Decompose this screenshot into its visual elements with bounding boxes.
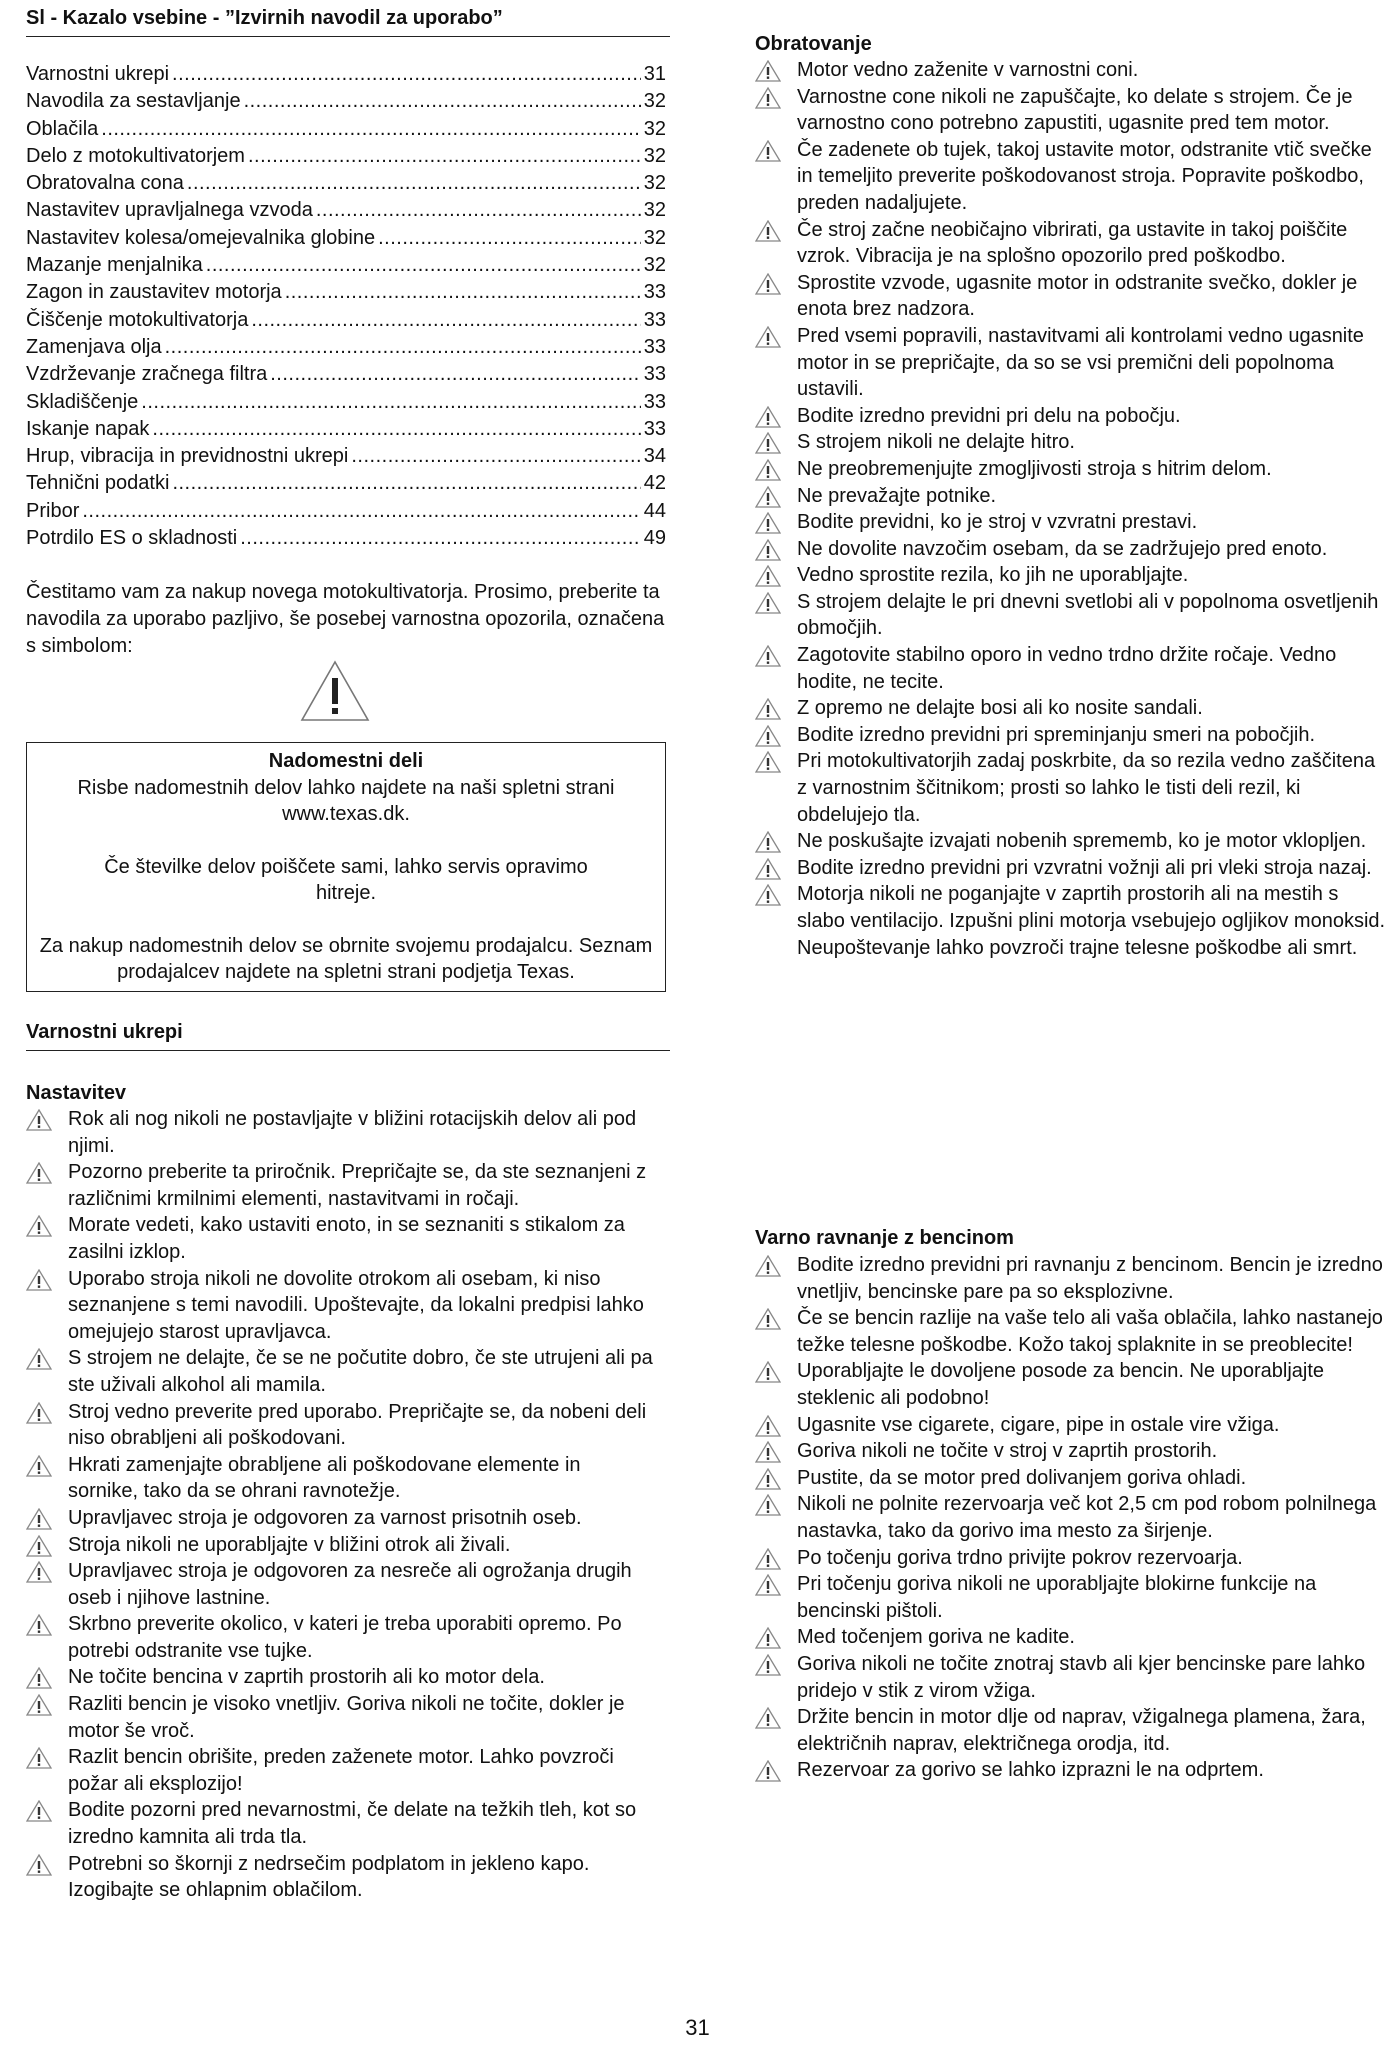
toc-entry	[26, 416, 666, 443]
toc-entry-title: Oblačila	[26, 117, 99, 140]
warning-text: Upravljavec stroja je odgovoren za nesreče ali ogrožanja drugih oseb i njihove lastnine.	[68, 1560, 632, 1609]
toc-entry	[26, 252, 666, 279]
toc-leader-dots	[270, 361, 641, 388]
toc-leader-dots	[316, 197, 641, 224]
warning-icon	[755, 1654, 783, 1676]
warning-item	[755, 1624, 1387, 1651]
toc-entry-title: Iskanje napak	[26, 417, 150, 440]
operation-list	[755, 57, 1387, 961]
toc-entry	[26, 143, 666, 170]
warning-text: Stroj vedno preverite pred uporabo. Prepričajte se, da nobeni deli niso obrabljeni ali poškodovani.	[68, 1400, 647, 1450]
warning-icon	[755, 698, 783, 720]
toc-leader-dots	[251, 307, 640, 334]
warning-icon	[755, 1361, 783, 1383]
warning-item	[755, 1465, 1387, 1492]
toc-entry-title: Nastavitev kolesa/omejevalnika globine	[26, 226, 376, 249]
toc-leader-dots	[285, 279, 641, 306]
warning-text: Z opremo ne delajte bosi ali ko nosite sandali.	[797, 697, 1203, 720]
toc-entry	[26, 61, 666, 88]
toc-entry-title: Navodila za sestavljanje	[26, 90, 241, 113]
toc-entry	[26, 307, 666, 334]
toc-leader-dots	[101, 116, 640, 143]
warning-item	[755, 1704, 1387, 1757]
toc-entry-title: Varnostni ukrepi	[26, 63, 170, 85]
warning-icon	[26, 1561, 54, 1583]
toc-entry-page: 33	[643, 363, 666, 386]
warning-icon	[755, 831, 783, 853]
warning-text: Morate vedeti, kako ustaviti enoto, in se seznaniti s stikalom za zasilni izklop.	[68, 1214, 625, 1263]
warning-icon	[26, 1508, 54, 1530]
warning-item	[755, 1651, 1387, 1704]
warning-item	[755, 270, 1387, 323]
warning-item	[26, 1851, 654, 1904]
warning-icon	[755, 60, 783, 82]
warning-text: Če stroj začne neobičajno vibrirati, ga ustavite in takoj poiščite vzrok. Vibracija je na splošno opozorilo pred poškodbo.	[797, 218, 1348, 268]
spare-parts-title: Nadomestni deli	[268, 750, 424, 772]
toc-entry	[26, 170, 666, 197]
warning-icon	[755, 1627, 783, 1649]
toc-entry-page: 34	[643, 445, 666, 468]
warning-text: Ne preobremenjujte zmogljivosti stroja s hitrim delom.	[797, 457, 1272, 480]
safety-heading: Varnostni ukrepi	[26, 1020, 670, 1051]
toc-entry	[26, 361, 666, 388]
warning-text: Rok ali nog nikoli ne postavljajte v bližini rotacijskih delov ali pod njimi.	[68, 1108, 637, 1157]
warning-icon	[26, 1800, 54, 1822]
toc-entry-page: 49	[643, 527, 666, 550]
warning-text: Uporabljajte le dovoljene posode za bencin. Ne uporabljajte steklenic ali podobno!	[797, 1360, 1325, 1409]
toc-entry	[26, 88, 666, 115]
warning-item	[26, 1505, 654, 1532]
warning-item	[26, 1611, 654, 1664]
warning-icon	[755, 645, 783, 667]
warning-item	[755, 1438, 1387, 1465]
toc-leader-dots	[378, 225, 641, 252]
warning-item	[26, 1691, 654, 1744]
warning-text: Stroja nikoli ne uporabljajte v bližini otrok ali živali.	[68, 1533, 511, 1556]
warning-icon	[26, 1109, 54, 1131]
warning-icon	[755, 751, 783, 773]
toc-entry-page: 32	[643, 172, 666, 195]
warning-icon	[300, 660, 370, 722]
warning-item	[755, 509, 1387, 536]
warning-text: Bodite izredno previdni pri delu na pobočju.	[797, 404, 1181, 427]
warning-text: Skrbno preverite okolico, v kateri je treba uporabiti opremo. Po potrebi odstranite vse tujke.	[68, 1613, 622, 1662]
table-of-contents	[26, 61, 666, 552]
warning-item	[26, 1452, 654, 1505]
toc-entry-page: 33	[643, 308, 666, 331]
warning-item	[26, 1664, 654, 1691]
warning-text: Uporabo stroja nikoli ne dovolite otrokom ali osebam, ki niso seznanjene s temi navodili. Upoštevajte, da lokalni predpisi lahko omejujejo starost upravljavca.	[68, 1267, 644, 1343]
warning-icon	[755, 1707, 783, 1729]
warning-icon	[755, 1574, 783, 1596]
warning-text: Rezervoar za gorivo se lahko izprazni le na odprtem.	[797, 1759, 1264, 1782]
warning-item	[755, 695, 1387, 722]
warning-text: Zagotovite stabilno oporo in vedno trdno držite ročaje. Vedno hodite, ne tecite.	[797, 644, 1337, 693]
warning-icon	[755, 565, 783, 587]
toc-entry-page: 32	[643, 90, 666, 113]
warning-text: Pred vsemi popravili, nastavitvami ali kontrolami vedno ugasnite motor in se prepričajte, da so se vsi premični deli popolnoma ustavili.	[797, 324, 1364, 401]
document-title: Sl - Kazalo vsebine - ”Izvirnih navodil za uporabo”	[26, 6, 670, 37]
toc-entry	[26, 443, 666, 470]
warning-item	[26, 1744, 654, 1797]
warning-item	[26, 1159, 654, 1212]
warning-item	[26, 1532, 654, 1559]
warning-text: Motor vedno zaženite v varnostni coni.	[797, 59, 1139, 81]
warning-item	[26, 1212, 654, 1265]
warning-item	[755, 84, 1387, 137]
toc-entry-page: 33	[643, 335, 666, 358]
warning-text: Pustite, da se motor pred dolivanjem goriva ohladi.	[797, 1466, 1247, 1489]
toc-entry-title: Zamenjava olja	[26, 335, 162, 358]
warning-icon	[26, 1348, 54, 1370]
warning-text: Če zadenete ob tujek, takoj ustavite motor, odstranite vtič svečke in temeljito preverite poškodovanost stroja. Popravite poškodbo, preden nadaljujete.	[797, 138, 1372, 214]
warning-icon	[26, 1854, 54, 1876]
warning-text: Sprostite vzvode, ugasnite motor in odstranite svečko, dokler je enota brez nadzora.	[797, 271, 1358, 321]
warning-text: Motorja nikoli ne poganjajte v zaprtih prostorih ali na mestih s slabo ventilacijo. Izpušni plini motorja vsebujejo ogljikov monoksid. Neupoštevanje lahko povzroči trajne telesne poškodbe ali smrt.	[797, 883, 1386, 959]
spare-parts-text-1: Risbe nadomestnih delov lahko najdete na naši spletni strani www.texas.dk.	[77, 776, 615, 825]
toc-entry-title: Mazanje menjalnika	[26, 254, 203, 277]
warning-text: Bodite izredno previdni pri vzvratni vožnji ali pri vleki stroja nazaj.	[797, 856, 1372, 879]
warning-text: Držite bencin in motor dlje od naprav, vžigalnega plamena, žara, električnih naprav, električnega orodja, itd.	[797, 1706, 1366, 1755]
warning-item	[26, 1797, 654, 1850]
intro-text: Čestitamo vam za nakup novega motokultivatorja. Prosimo, preberite ta navodila za uporabo pazljivo, še posebej varnostna opozorila, označena s simbolom:	[26, 581, 665, 657]
warning-icon	[26, 1667, 54, 1689]
toc-entry	[26, 279, 666, 306]
toc-leader-dots	[248, 143, 641, 170]
toc-leader-dots	[172, 470, 640, 497]
warning-icon	[755, 725, 783, 747]
warning-text: Bodite previdni, ko je stroj v vzvratni prestavi.	[797, 511, 1198, 534]
warning-icon	[755, 326, 783, 348]
warning-icon	[755, 220, 783, 242]
toc-entry-title: Čiščenje motokultivatorja	[26, 308, 249, 331]
warning-text: Po točenju goriva trdno privijte pokrov rezervoarja.	[797, 1546, 1243, 1569]
warning-text: Bodite izredno previdni pri ravnanju z bencinom. Bencin je izredno vnetljiv, bencinske pare pa so eksplozivne.	[797, 1254, 1383, 1303]
toc-leader-dots	[187, 170, 641, 197]
warning-item	[26, 1106, 654, 1159]
warning-text: Če se bencin razlije na vaše telo ali vaša oblačila, lahko nastanejo težke telesne poškodbe. Kožo takoj splaknite in se preoblecite!	[797, 1307, 1383, 1356]
warning-icon	[755, 87, 783, 109]
toc-leader-dots	[165, 334, 641, 361]
warning-item	[755, 323, 1387, 403]
warning-item	[755, 828, 1387, 855]
warning-text: Ne dovolite navzočim osebam, da se zadržujejo pred enoto.	[797, 537, 1328, 560]
warning-item	[755, 855, 1387, 882]
warning-text: Bodite pozorni pred nevarnostmi, če delate na težkih tleh, kot so izredno kamnita ali trda tla.	[68, 1799, 637, 1849]
toc-entry	[26, 225, 666, 252]
warning-icon	[755, 1468, 783, 1490]
warning-icon	[26, 1535, 54, 1557]
toc-entry	[26, 334, 666, 361]
warning-item	[755, 1571, 1387, 1624]
warning-text: Goriva nikoli ne točite znotraj stavb ali kjer bencinske pare lahko pridejo v stik z virom vžiga.	[797, 1652, 1366, 1702]
warning-item	[755, 1412, 1387, 1439]
warning-item	[755, 1305, 1387, 1358]
warning-icon	[26, 1455, 54, 1477]
warning-icon	[26, 1614, 54, 1636]
toc-leader-dots	[240, 525, 641, 552]
toc-leader-dots	[206, 252, 641, 279]
toc-entry-page: 32	[643, 117, 666, 140]
warning-item	[755, 1545, 1387, 1572]
toc-entry-title: Zagon in zaustavitev motorja	[26, 281, 282, 304]
warning-text: Med točenjem goriva ne kadite.	[797, 1626, 1075, 1649]
warning-icon	[755, 273, 783, 295]
page-number: 31	[685, 2015, 710, 2040]
warning-icon	[755, 1760, 783, 1782]
warning-text: Ne poskušajte izvajati nobenih sprememb, ko je motor vklopljen.	[797, 830, 1367, 853]
warning-icon	[755, 432, 783, 454]
warning-item	[755, 1491, 1387, 1544]
warning-icon	[26, 1402, 54, 1424]
warning-item	[26, 1558, 654, 1611]
toc-entry-title: Hrup, vibracija in previdnostni ukrepi	[26, 445, 349, 468]
warning-icon	[755, 512, 783, 534]
warning-item	[26, 1345, 654, 1398]
warning-item	[26, 1266, 654, 1346]
toc-entry-title: Obratovalna cona	[26, 172, 184, 195]
toc-entry-title: Vzdrževanje zračnega filtra	[26, 363, 268, 386]
toc-leader-dots	[244, 88, 641, 115]
warning-text: Nikoli ne polnite rezervoarja več kot 2,5 cm pod robom polnilnega nastavka, tako da gorivo ima mesto za širjenje.	[797, 1493, 1377, 1542]
warning-text: Pri motokultivatorjih zadaj poskrbite, da so rezila vedno zaščitena z varnostnim ščitnikom; prosti so lahko le tisti deli rezil, ki obdelujejo tla.	[797, 750, 1376, 826]
toc-entry-title: Pribor	[26, 499, 80, 522]
warning-item	[755, 483, 1387, 510]
toc-entry	[26, 389, 666, 416]
warning-item	[755, 137, 1387, 217]
spare-parts-text-3: Za nakup nadomestnih delov se obrnite svojemu prodajalcu. Seznam prodajalcev najdete na spletni strani podjetja Texas.	[39, 934, 653, 983]
warning-item	[755, 57, 1387, 84]
toc-entry-title: Delo z motokultivatorjem	[26, 144, 245, 167]
warning-text: S strojem ne delajte, če se ne počutite dobro, če ste utrujeni ali pa ste uživali alkohol ali mamila.	[68, 1347, 653, 1396]
warning-icon	[755, 1548, 783, 1570]
spare-parts-text-2: Če številke delov poiščete sami, lahko servis opravimo hitreje.	[104, 855, 588, 904]
toc-entry-page: 33	[643, 417, 666, 440]
warning-icon	[755, 486, 783, 508]
toc-entry-page: 32	[643, 254, 666, 277]
toc-entry-page: 33	[643, 390, 666, 413]
warning-icon	[755, 592, 783, 614]
toc-entry	[26, 470, 666, 497]
warning-icon	[755, 1308, 783, 1330]
toc-leader-dots	[82, 498, 640, 525]
warning-text: Ne točite bencina v zaprtih prostorih ali ko motor dela.	[68, 1666, 545, 1689]
warning-icon	[26, 1269, 54, 1291]
warning-text: Razlit bencin obrišite, preden zaženete motor. Lahko povzroči požar ali eksplozijo!	[68, 1746, 614, 1795]
warning-item	[755, 429, 1387, 456]
toc-leader-dots	[152, 416, 640, 443]
toc-entry-title: Tehnični podatki	[26, 472, 170, 495]
warning-item	[755, 456, 1387, 483]
operation-heading: Obratovanje	[755, 33, 872, 55]
warning-icon	[755, 1441, 783, 1463]
warning-item	[755, 1757, 1387, 1784]
toc-entry-title: Potrdilo ES o skladnosti	[26, 527, 238, 550]
warning-item	[755, 403, 1387, 430]
toc-leader-dots	[351, 443, 640, 470]
warning-text: Upravljavec stroja je odgovoren za varnost prisotnih oseb.	[68, 1506, 582, 1529]
warning-text: Goriva nikoli ne točite v stroj v zaprtih prostorih.	[797, 1440, 1218, 1463]
warning-icon	[755, 459, 783, 481]
warning-text: Potrebni so škornji z nedrsečim podplatom in jekleno kapo. Izogibajte se ohlapnim oblačilom.	[68, 1852, 590, 1902]
warning-icon	[755, 858, 783, 880]
toc-entry	[26, 525, 666, 552]
warning-item	[755, 748, 1387, 828]
toc-entry-title: Nastavitev upravljalnega vzvoda	[26, 199, 313, 222]
warning-icon	[755, 539, 783, 561]
warning-text: S strojem nikoli ne delajte hitro.	[797, 431, 1075, 454]
toc-entry-page: 33	[643, 281, 666, 304]
warning-icon	[26, 1747, 54, 1769]
warning-text: S strojem delajte le pri dnevni svetlobi ali v popolnoma osvetljenih območjih.	[797, 590, 1379, 640]
warning-icon	[755, 884, 783, 906]
warning-icon	[755, 1255, 783, 1277]
toc-leader-dots	[172, 61, 641, 88]
setup-list	[26, 1106, 654, 1904]
warning-text: Varnostne cone nikoli ne zapuščajte, ko delate s strojem. Če je varnostno cono potrebno zapustiti, ugasnite pred tem motor.	[797, 85, 1353, 135]
warning-text: Hkrati zamenjajte obrabljene ali poškodovane elemente in sornike, tako da se ohrani ravnotežje.	[68, 1453, 581, 1503]
fuel-list	[755, 1252, 1387, 1784]
warning-text: Bodite izredno previdni pri spreminjanju smeri na pobočjih.	[797, 723, 1316, 746]
fuel-heading: Varno ravnanje z bencinom	[755, 1227, 1014, 1249]
warning-item	[26, 1399, 654, 1452]
warning-item	[755, 642, 1387, 695]
warning-text: Pozorno preberite ta priročnik. Prepričajte se, da ste seznanjeni z različnimi krmilnimi elementi, nastavitvami in ročaji.	[68, 1161, 647, 1210]
warning-icon	[26, 1162, 54, 1184]
warning-icon	[755, 1494, 783, 1516]
warning-icon	[755, 1415, 783, 1437]
setup-heading: Nastavitev	[26, 1082, 127, 1104]
toc-entry-page: 44	[643, 499, 666, 522]
warning-text: Vedno sprostite rezila, ko jih ne uporabljajte.	[797, 564, 1189, 587]
warning-icon	[26, 1215, 54, 1237]
toc-entry-page: 31	[643, 63, 666, 85]
warning-icon	[26, 1694, 54, 1716]
warning-icon	[755, 140, 783, 162]
toc-entry-page: 32	[643, 144, 666, 167]
warning-item	[755, 589, 1387, 642]
warning-item	[755, 217, 1387, 270]
toc-entry-title: Skladiščenje	[26, 390, 139, 413]
warning-item	[755, 536, 1387, 563]
toc-entry	[26, 116, 666, 143]
warning-item	[755, 1358, 1387, 1411]
warning-item	[755, 562, 1387, 589]
warning-text: Ugasnite vse cigarete, cigare, pipe in ostale vire vžiga.	[797, 1413, 1280, 1436]
toc-entry	[26, 498, 666, 525]
warning-item	[755, 1252, 1387, 1305]
toc-entry-page: 32	[643, 199, 666, 222]
warning-text: Razliti bencin je visoko vnetljiv. Goriva nikoli ne točite, dokler je motor še vroč.	[68, 1693, 625, 1742]
toc-entry-page: 42	[643, 472, 666, 495]
warning-text: Ne prevažajte potnike.	[797, 484, 997, 507]
warning-item	[755, 881, 1387, 961]
toc-entry	[26, 197, 666, 224]
toc-leader-dots	[141, 389, 640, 416]
warning-icon	[755, 406, 783, 428]
toc-entry-page: 32	[643, 226, 666, 249]
spare-parts-box	[26, 742, 666, 992]
warning-item	[755, 722, 1387, 749]
warning-text: Pri točenju goriva nikoli ne uporabljajte blokirne funkcije na bencinski pištoli.	[797, 1573, 1317, 1622]
